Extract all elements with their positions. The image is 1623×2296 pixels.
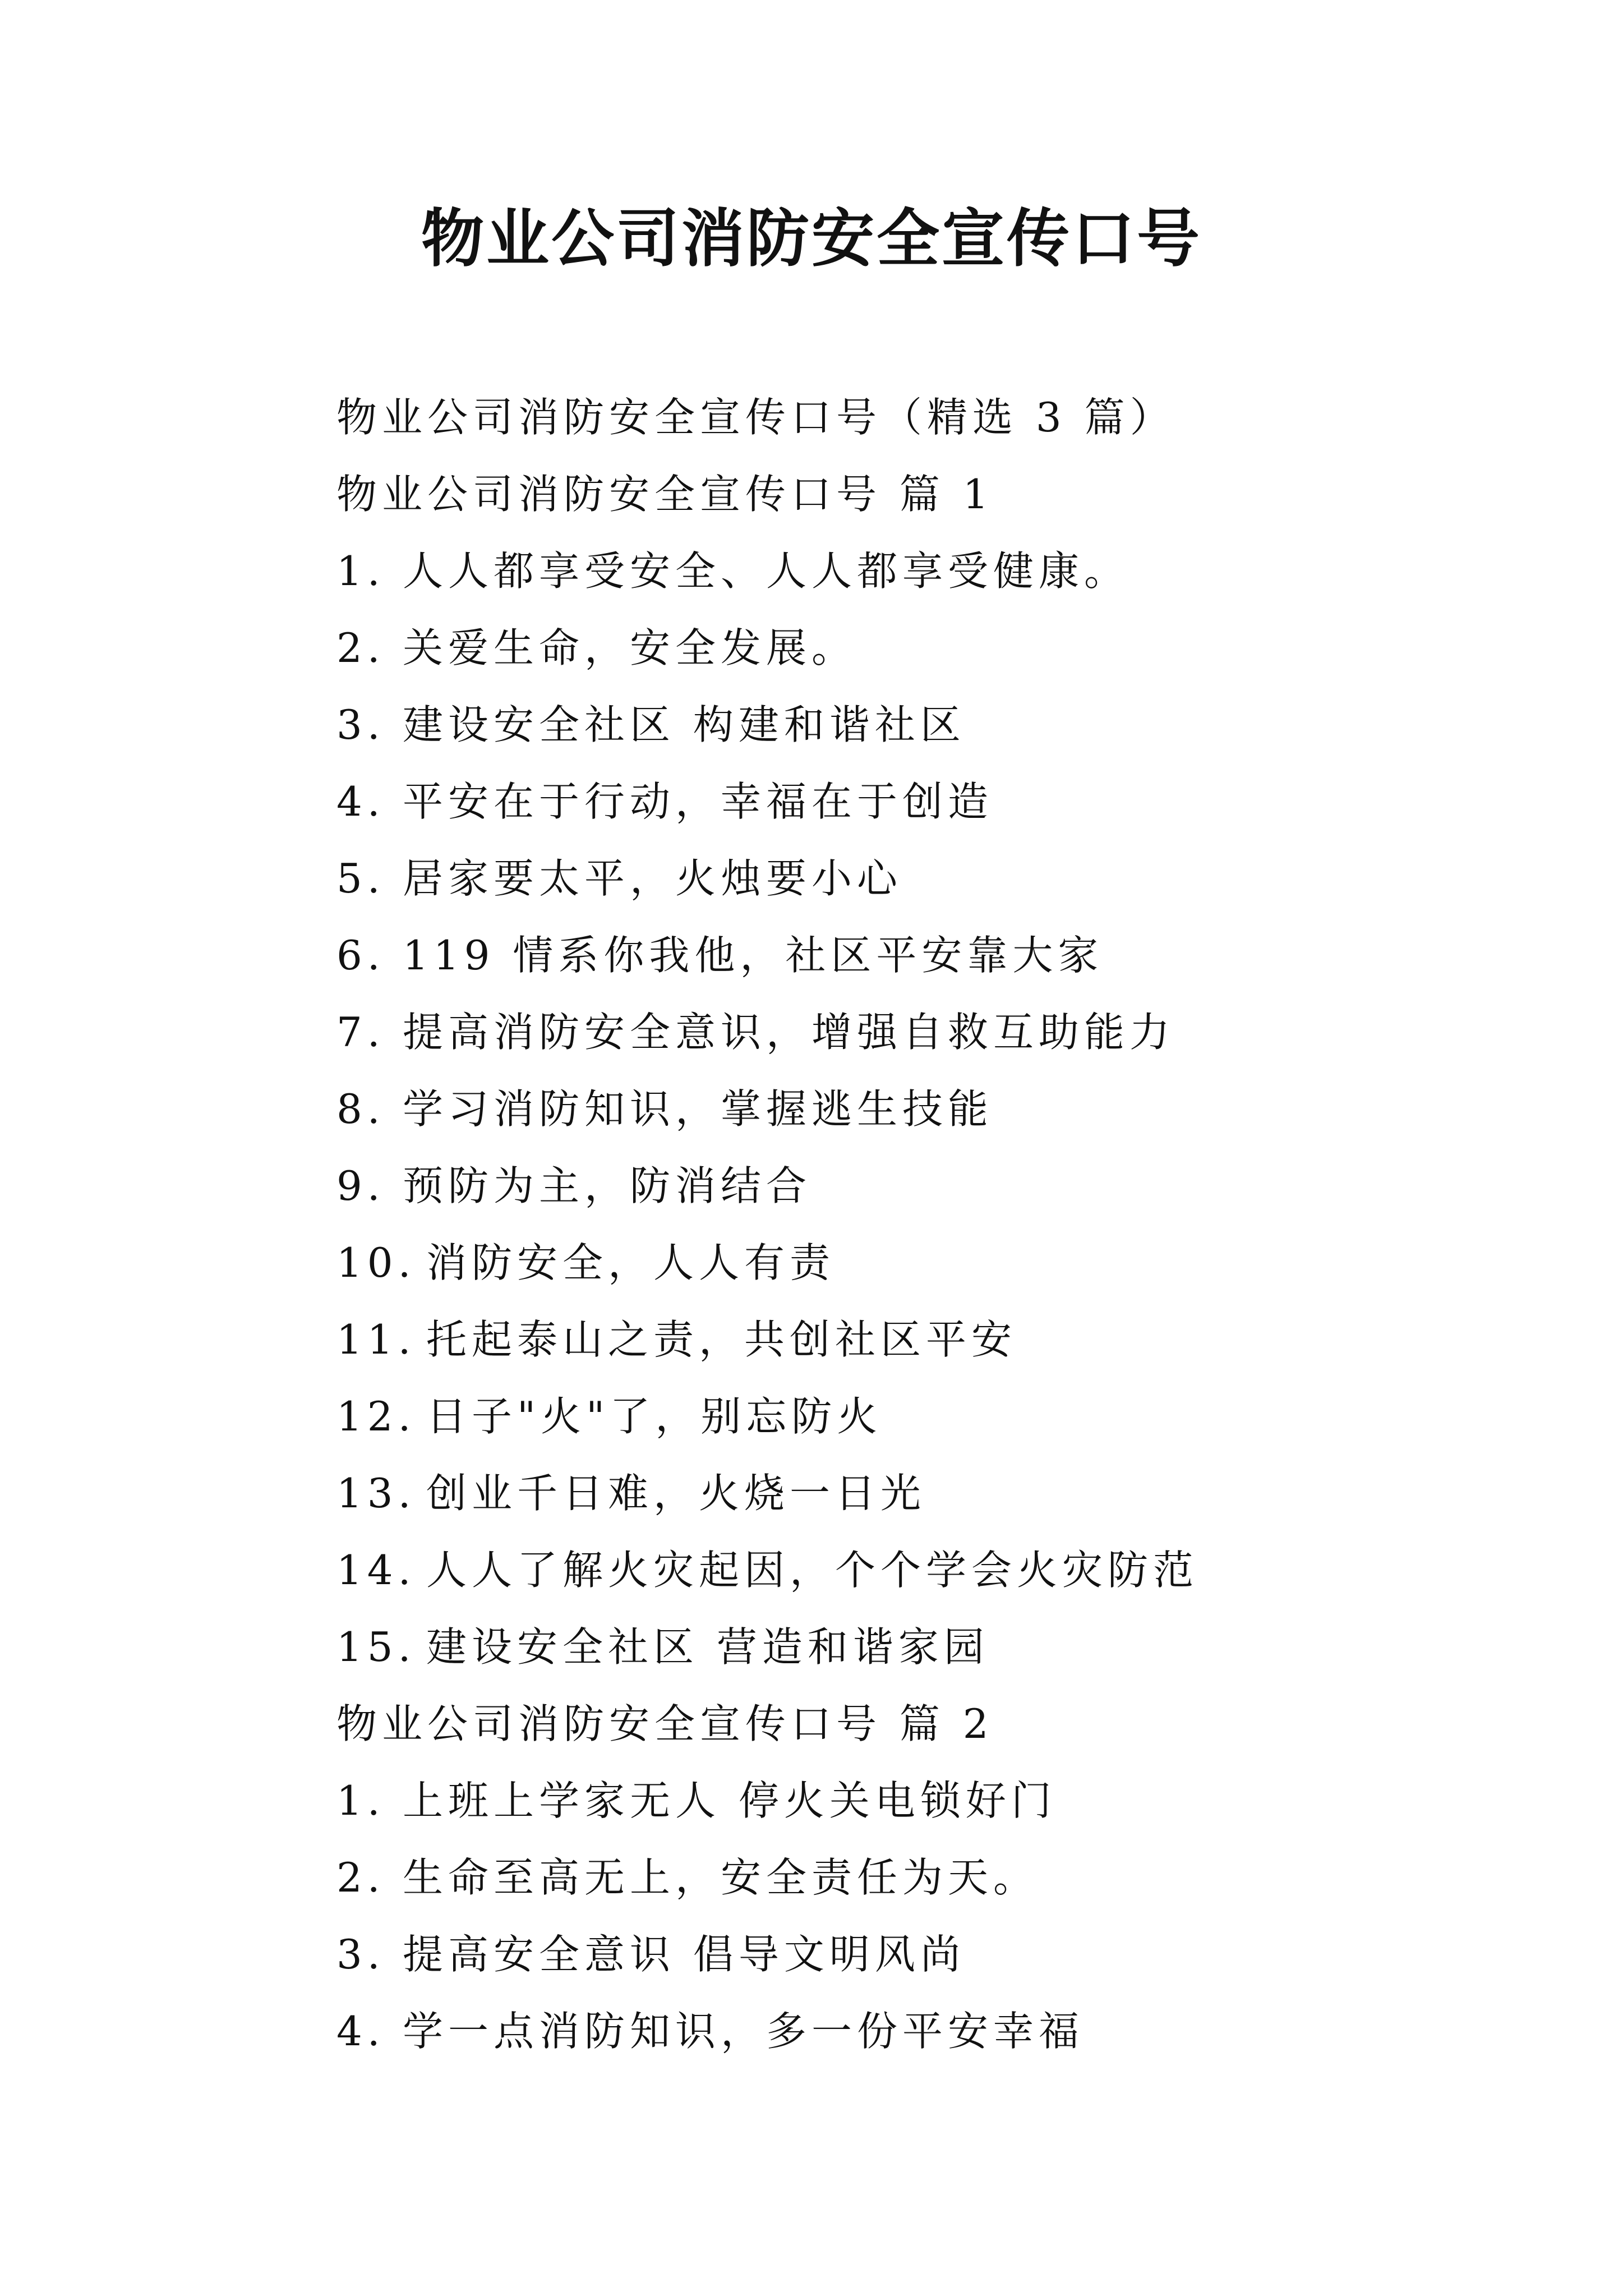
section-heading-2: 物业公司消防安全宣传口号 篇 2 [336, 1700, 994, 1747]
item-number: 8. [336, 1085, 385, 1133]
list-item [336, 840, 1570, 917]
item-text: 人人了解火灾起因，个个学会火灾防范 [426, 1547, 1199, 1594]
item-number: 3. [336, 1931, 385, 1978]
item-number: 5. [336, 855, 385, 902]
item-text: 上班上学家无人 停火关电锁好门 [403, 1777, 1057, 1824]
item-text: 消防安全，人人有责 [426, 1239, 836, 1286]
item-number: 15. [336, 1623, 416, 1671]
document-subtitle: 物业公司消防安全宣传口号（精选 3 篇） [336, 394, 1175, 441]
item-number: 12. [336, 1393, 416, 1440]
item-text: 预防为主，防消结合 [403, 1162, 812, 1209]
item-text: 学习消防知识，掌握逃生技能 [403, 1085, 994, 1133]
item-number: 4. [336, 778, 385, 825]
list-item [336, 994, 1570, 1071]
list-item [336, 1916, 1570, 1993]
item-text: 创业千日难，火烧一日光 [426, 1470, 926, 1517]
item-text: 日子"火"了，别忘防火 [426, 1393, 883, 1440]
list-item [336, 1532, 1570, 1609]
item-text: 建设安全社区 营造和谐家园 [426, 1623, 989, 1671]
item-number: 11. [336, 1316, 416, 1363]
item-number: 14. [336, 1547, 416, 1594]
item-text: 人人都享受安全、人人都享受健康。 [403, 547, 1130, 595]
list-item [336, 1763, 1570, 1839]
item-text: 119 情系你我他，社区平安靠大家 [403, 932, 1104, 979]
item-text: 关爱生命，安全发展。 [403, 624, 857, 671]
item-text: 托起泰山之责，共创社区平安 [426, 1316, 1017, 1363]
item-number: 9. [336, 1162, 385, 1209]
list-item [336, 1609, 1570, 1686]
list-item [336, 1225, 1570, 1301]
item-text: 平安在于行动，幸福在于创造 [403, 778, 994, 825]
item-number: 1. [336, 1777, 385, 1824]
item-text: 学一点消防知识，多一份平安幸福 [403, 2008, 1085, 2055]
item-number: 6. [336, 932, 385, 979]
item-number: 10. [336, 1239, 416, 1286]
item-text: 提高消防安全意识，增强自救互助能力 [403, 1009, 1175, 1056]
item-number: 2. [336, 1854, 385, 1901]
list-item [336, 917, 1570, 994]
list-item [336, 763, 1570, 840]
list-item [336, 1993, 1570, 2070]
list-item [336, 687, 1570, 763]
item-number: 3. [336, 701, 385, 748]
list-item [336, 1378, 1570, 1455]
list-item [336, 533, 1570, 610]
list-item [336, 1839, 1570, 1916]
item-number: 2. [336, 624, 385, 671]
item-text: 生命至高无上，安全责任为天。 [403, 1854, 1039, 1901]
item-text: 居家要太平，火烛要小心 [403, 855, 903, 902]
list-item [336, 1148, 1570, 1225]
document-title: 物业公司消防安全宣传口号 [421, 202, 1202, 275]
document-body [336, 379, 1570, 2070]
list-item [336, 1301, 1570, 1378]
list-item [336, 610, 1570, 687]
section-heading-1: 物业公司消防安全宣传口号 篇 1 [336, 471, 994, 518]
item-text: 建设安全社区 构建和谐社区 [403, 701, 966, 748]
list-item [336, 1071, 1570, 1148]
item-number: 13. [336, 1470, 416, 1517]
item-number: 7. [336, 1009, 385, 1056]
item-number: 4. [336, 2008, 385, 2055]
item-number: 1. [336, 547, 385, 595]
item-text: 提高安全意识 倡导文明风尚 [403, 1931, 966, 1978]
list-item [336, 1455, 1570, 1532]
